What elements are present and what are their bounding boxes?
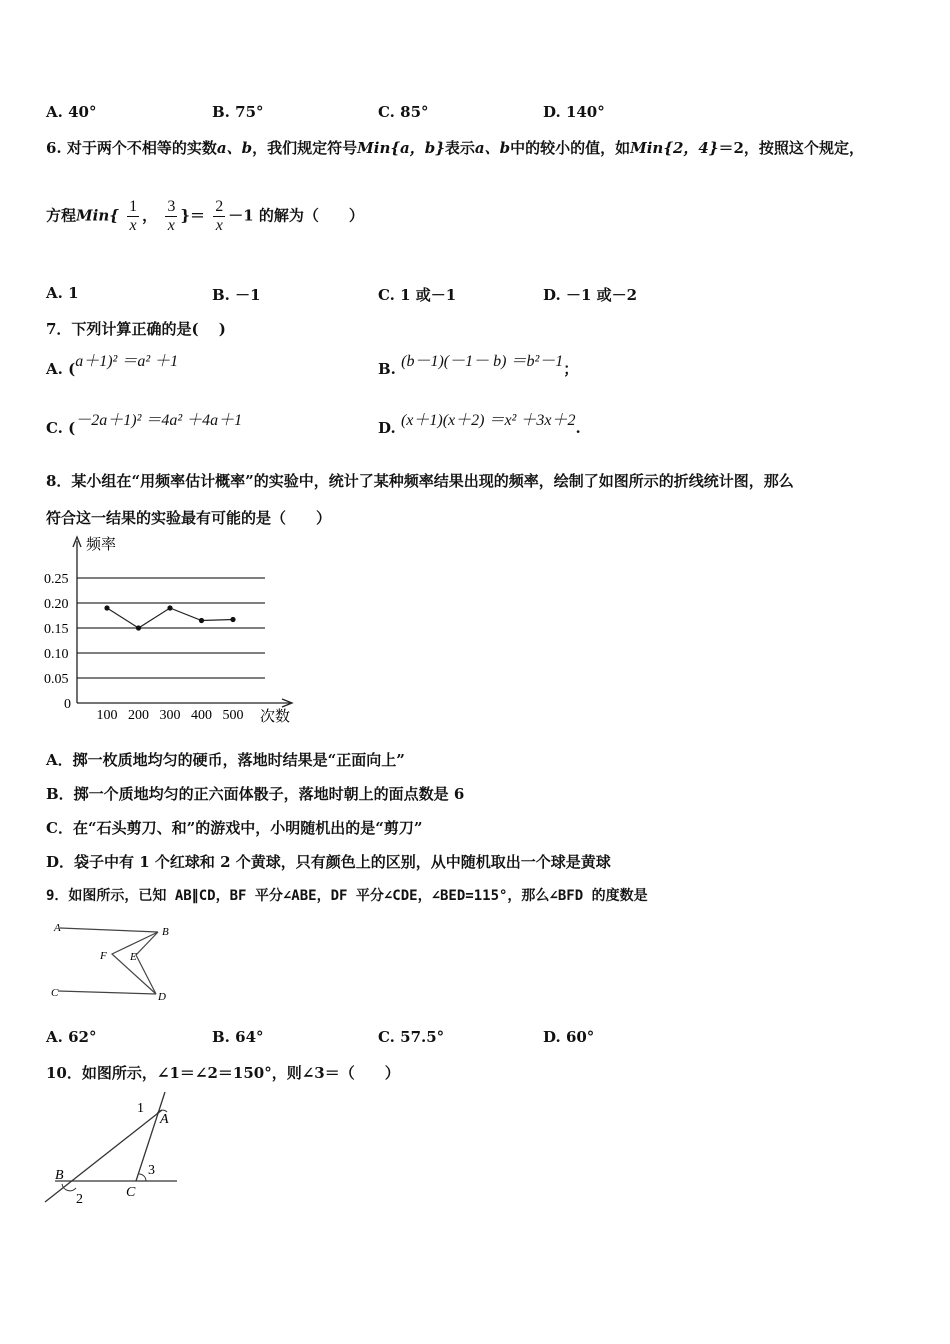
x-tick-label: 500 — [222, 708, 244, 723]
svg-text:1: 1 — [137, 1101, 144, 1116]
q7-option-d: D. (x＋1)(x＋2) ＝x² ＋3x＋2. — [378, 412, 581, 437]
q6-equation: 方程Min{ $\frac{1}{x}$ ， $\frac{3}{x}$ }＝ $\frac{2}{x}$ －1 的解为（ ） — [46, 198, 364, 234]
q8-option-a: A．掷一枚质地均匀的硬币，落地时结果是“正面向上” — [46, 751, 405, 769]
svg-text:3: 3 — [148, 1163, 155, 1178]
fraction-2-over-x: $\frac{2}{x}$ — [215, 198, 224, 234]
q9-option-a: A. 62° — [46, 1028, 97, 1046]
fraction-3-over-x: $\frac{3}{x}$ — [167, 198, 176, 234]
y-tick-label: 0.10 — [44, 647, 69, 662]
svg-text:A: A — [160, 1112, 169, 1127]
q5-option-c: C. 85° — [378, 103, 429, 121]
q9-option-b: B. 64° — [212, 1028, 264, 1046]
q5-option-a: A. 40° — [46, 103, 97, 121]
q6-stem: 6. 对于两个不相等的实数a、b，我们规定符号Min{a，b}表示a、b中的较小的值，如Min{2，4}＝2，按照这个规定， — [46, 139, 864, 157]
data-point — [167, 605, 172, 610]
q6-option-d: D. －1 或－2 — [543, 286, 638, 304]
q6-option-a: A. 1 — [46, 284, 79, 302]
x-tick-label: 100 — [96, 708, 118, 723]
svg-text:F: F — [100, 950, 107, 962]
q7-option-a: A. (a＋1)² ＝a² ＋1 — [46, 353, 179, 378]
svg-text:C: C — [126, 1185, 136, 1200]
q8-option-b: B．掷一个质地均匀的正六面体骰子，落地时朝上的面点数是 6 — [46, 785, 465, 803]
x-tick-label: 300 — [159, 708, 181, 723]
x-axis-label: 次数 — [260, 709, 291, 725]
q9-stem: 9．如图所示，已知 AB∥CD，BF 平分∠ABE，DF 平分∠CDE，∠BED=115°，那么∠BFD 的度数是 — [46, 888, 648, 904]
q8-stem-line1: 8．某小组在“用频率估计概率”的实验中，统计了某种频率结果出现的频率，绘制了如图所示的折线统计图，那么 — [46, 472, 794, 490]
q8-option-d: D．袋子中有 1 个红球和 2 个黄球，只有颜色上的区别，从中随机取出一个球是黄球 — [46, 853, 611, 871]
q8-stem-line2: 符合这一结果的实验最有可能的是（ ） — [46, 509, 332, 527]
data-point — [104, 605, 109, 610]
y-axis-label: 频率 — [86, 537, 117, 553]
x-tick-label: 200 — [128, 708, 149, 723]
q5-option-b: B. 75° — [212, 103, 264, 121]
data-point — [199, 618, 204, 623]
q7-stem: 7．下列计算正确的是( ) — [46, 320, 226, 338]
q6-option-b: B. －1 — [212, 286, 261, 304]
svg-text:A: A — [54, 922, 61, 934]
svg-text:2: 2 — [76, 1192, 83, 1207]
q5-option-d: D. 140° — [543, 103, 605, 121]
triangle-angles-figure — [40, 1090, 185, 1210]
data-point — [136, 625, 141, 630]
q7-option-b: B. (b－1)(－1－ b) ＝b²－1； — [378, 353, 579, 378]
q9-option-c: C. 57.5° — [378, 1028, 445, 1046]
y-tick-label: 0.20 — [44, 597, 69, 612]
q8-option-c: C．在“石头剪刀、和”的游戏中，小明随机出的是“剪刀” — [46, 819, 423, 837]
parallel-lines-figure — [46, 918, 196, 1008]
frequency-series-line — [107, 608, 233, 628]
y-tick-label: 0.25 — [44, 572, 69, 587]
svg-text:C: C — [51, 987, 59, 999]
x-tick-label: 400 — [191, 708, 212, 723]
q7-option-c: C. (－2a＋1)² ＝4a² ＋4a＋1 — [46, 412, 243, 437]
fraction-1-over-x: $\frac{1}{x}$ — [129, 198, 138, 234]
svg-text:E: E — [130, 951, 137, 963]
svg-text:D: D — [158, 991, 166, 1003]
q6-option-c: C. 1 或－1 — [378, 286, 457, 304]
q9-option-d: D. 60° — [543, 1028, 595, 1046]
y-tick-label: 0.05 — [44, 672, 69, 687]
q10-stem: 10．如图所示，∠1＝∠2＝150°，则∠3＝（ ） — [46, 1064, 400, 1082]
y-tick-label: 0.15 — [44, 622, 69, 637]
y-tick-label: 0 — [64, 697, 71, 712]
frequency-line-chart — [40, 533, 310, 728]
data-point — [230, 617, 235, 622]
svg-text:B: B — [55, 1168, 64, 1183]
svg-text:B: B — [162, 926, 169, 938]
